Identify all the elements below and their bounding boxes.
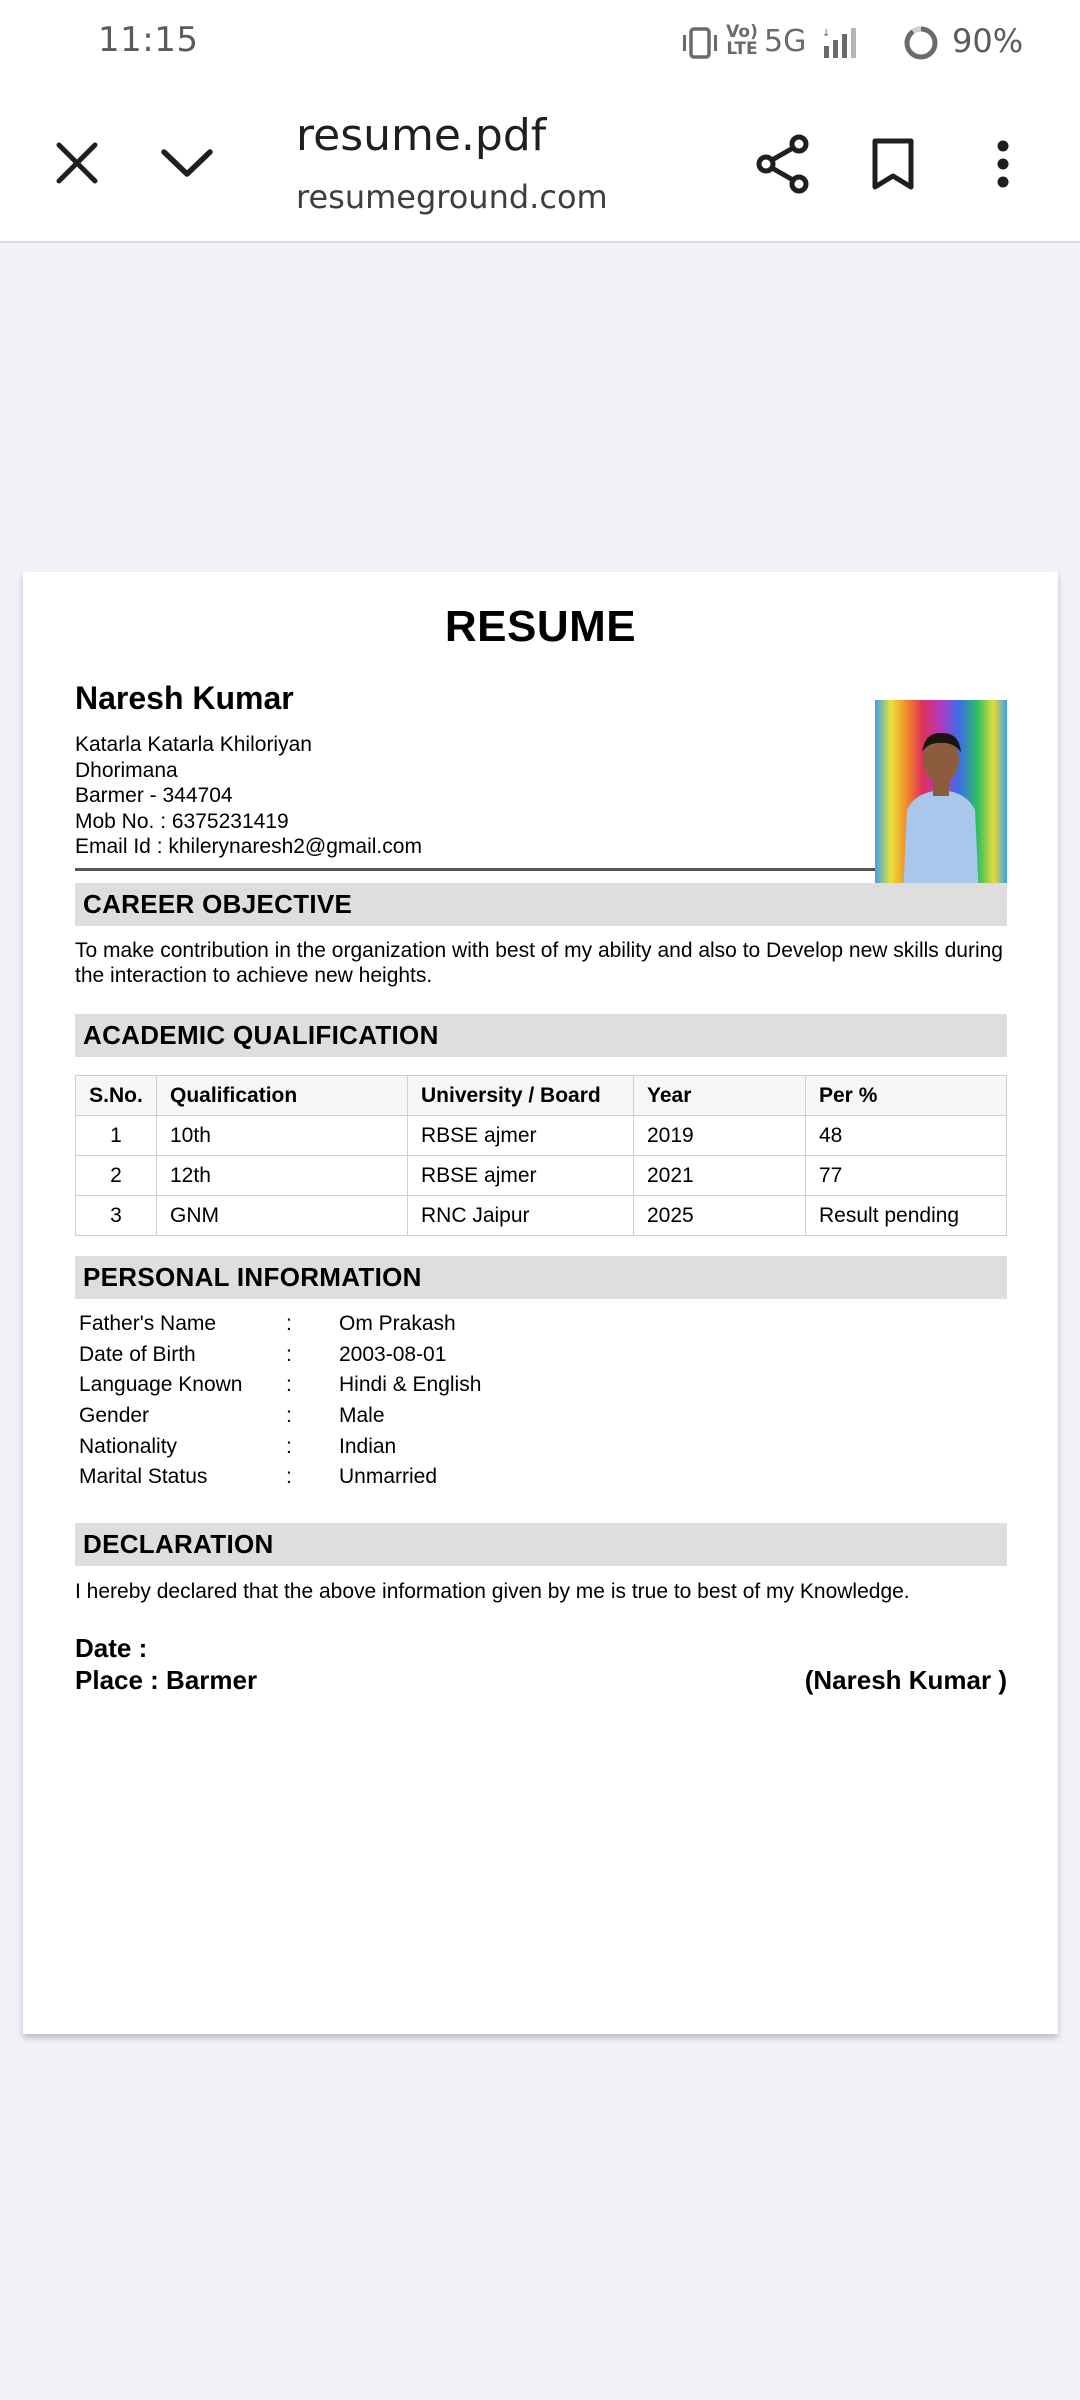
- bookmark-button[interactable]: [848, 119, 938, 209]
- field-separator: :: [286, 1404, 292, 1428]
- table-cell: RBSE ajmer: [408, 1156, 634, 1196]
- column-header: Qualification: [157, 1076, 408, 1116]
- table-cell: 12th: [157, 1156, 408, 1196]
- lte-label: LTE: [726, 39, 758, 59]
- academic-heading: ACADEMIC QUALIFICATION: [75, 1014, 1007, 1057]
- table-cell: 3: [76, 1196, 157, 1236]
- vibrate-icon: [680, 26, 720, 60]
- field-label: Date of Birth: [79, 1342, 196, 1366]
- table-cell: RBSE ajmer: [408, 1116, 634, 1156]
- svg-text:↓: ↓: [822, 28, 831, 39]
- address-line-3: Barmer - 344704: [75, 784, 233, 807]
- more-vert-icon: [996, 140, 1010, 188]
- declaration-text: I hereby declared that the above information given by me is true to best of my Knowledge.: [75, 1580, 910, 1603]
- bookmark-icon: [871, 137, 915, 191]
- close-button[interactable]: [32, 118, 122, 208]
- network-type: 5G: [764, 24, 807, 59]
- table-row: [76, 1196, 1007, 1236]
- table-cell: 2025: [634, 1196, 806, 1236]
- more-options-button[interactable]: [958, 119, 1048, 209]
- table-cell: 2: [76, 1156, 157, 1196]
- field-label: Nationality: [79, 1434, 178, 1458]
- table-row: [76, 1156, 1007, 1196]
- address-line-2: Dhorimana: [75, 758, 178, 782]
- field-separator: :: [286, 1312, 292, 1335]
- table-cell: 2019: [634, 1116, 806, 1156]
- field-separator: :: [286, 1373, 292, 1397]
- close-icon: [55, 141, 99, 185]
- document-source[interactable]: resumeground.com: [296, 178, 608, 216]
- mobile-number: Mob No. : 6375231419: [75, 809, 289, 833]
- address-line-1: Katarla Katarla Khiloriyan: [75, 733, 312, 756]
- career-objective-text: To make contribution in the organization with best of my ability and also to Develop new skills during the interaction to achieve new heights.: [75, 939, 1003, 987]
- viewer-app-bar: [0, 86, 1080, 243]
- contact-block: [75, 732, 422, 860]
- career-objective-heading: CAREER OBJECTIVE: [75, 883, 1007, 926]
- header-divider: [75, 868, 875, 871]
- table-cell: RNC Jaipur: [408, 1196, 634, 1236]
- academic-table: [75, 1075, 1007, 1236]
- personal-info-heading: PERSONAL INFORMATION: [75, 1256, 1007, 1299]
- column-header: Per %: [806, 1076, 1007, 1116]
- table-cell: Result pending: [806, 1196, 1007, 1236]
- status-bar: [0, 0, 1080, 86]
- field-value: Om Prakash: [339, 1312, 456, 1335]
- field-value: Hindi & English: [339, 1373, 482, 1397]
- table-row: [76, 1116, 1007, 1156]
- signature-block: [75, 1632, 1007, 1696]
- status-time: 11:15: [98, 20, 199, 60]
- email-address: Email Id : khilerynaresh2@gmail.com: [75, 835, 422, 858]
- table-cell: 1: [76, 1116, 157, 1156]
- column-header: S.No.: [76, 1076, 157, 1116]
- pdf-page[interactable]: [23, 572, 1058, 2034]
- table-cell: 10th: [157, 1116, 408, 1156]
- candidate-name: Naresh Kumar: [75, 680, 294, 716]
- volte-label: Vo): [726, 22, 758, 42]
- table-cell: GNM: [157, 1196, 408, 1236]
- field-value: Indian: [339, 1434, 397, 1458]
- table-header-row: [76, 1076, 1007, 1116]
- signal-icon: [822, 26, 858, 60]
- share-button[interactable]: [738, 119, 828, 209]
- table-cell: 77: [806, 1156, 1007, 1196]
- field-label: Father's Name: [79, 1312, 217, 1335]
- declaration-heading: DECLARATION: [75, 1523, 1007, 1566]
- field-value: 2003-08-01: [339, 1342, 447, 1366]
- table-cell: 48: [806, 1116, 1007, 1156]
- battery-ring-icon: [902, 24, 940, 62]
- share-icon: [755, 134, 811, 194]
- field-label: Marital Status: [79, 1465, 208, 1489]
- profile-photo: [875, 700, 1007, 897]
- battery-percent: 90%: [952, 22, 1024, 60]
- volte-icon: [726, 24, 758, 58]
- field-separator: :: [286, 1342, 292, 1366]
- field-separator: :: [286, 1465, 292, 1489]
- document-title: resume.pdf: [296, 110, 547, 161]
- column-header: University / Board: [408, 1076, 634, 1116]
- date-label: Date :: [75, 1633, 148, 1663]
- field-separator: :: [286, 1434, 292, 1458]
- table-cell: 2021: [634, 1156, 806, 1196]
- place-label: Place : Barmer: [75, 1665, 258, 1695]
- field-label: Language Known: [79, 1373, 243, 1397]
- collapse-button[interactable]: [142, 118, 232, 208]
- status-icons: [680, 0, 1080, 86]
- resume-title: RESUME: [444, 602, 637, 651]
- field-value: Male: [339, 1404, 385, 1428]
- signature-name: (Naresh Kumar ): [804, 1665, 1007, 1695]
- field-value: Unmarried: [339, 1465, 438, 1489]
- column-header: Year: [634, 1076, 806, 1116]
- chevron-down-icon: [161, 148, 213, 178]
- field-label: Gender: [79, 1404, 150, 1428]
